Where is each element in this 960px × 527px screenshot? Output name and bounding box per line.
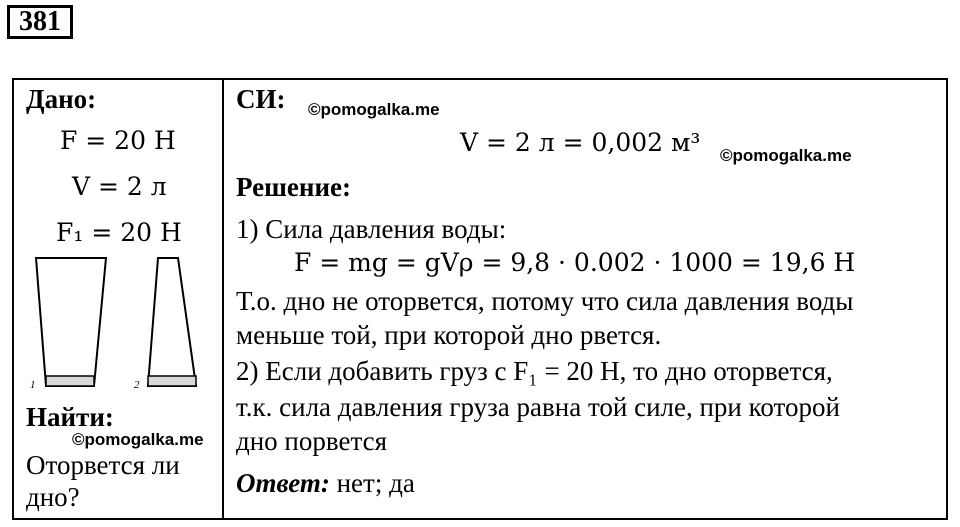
solution-line4: меньше той, при которой дно рвется. [236,320,662,350]
given-force: F = 20 Н [60,126,176,155]
watermark-top: ©pomogalka.me [308,100,440,119]
vessel-1-label: 1 [30,379,36,391]
si-conversion: V = 2 л = 0,002 м³ [460,128,701,157]
vessel-2-icon [148,258,196,386]
find-heading: Найти: [26,402,114,432]
si-heading: СИ: [236,84,286,114]
vessel-1-icon [36,258,106,386]
watermark-right: ©pomogalka.me [720,146,852,165]
answer [236,468,415,499]
solution-heading: Решение: [236,172,351,202]
solution-column [224,80,946,518]
given-volume: V = 2 л [72,172,167,201]
solution-line3: Т.о. дно не оторвется, потому что сила давления воды [236,286,854,316]
vessels-figure [28,256,208,396]
solution-step1: 1) Сила давления воды: [236,214,507,244]
solution-formula: F = mg = gVρ = 9,8 · 0.002 · 1000 = 19,6 Н [294,248,856,277]
given-column [14,80,224,518]
solution-table [12,78,948,520]
watermark-left: ©pomogalka.me [72,430,204,449]
solution-line7: дно порвется [236,426,387,456]
find-question-line2: дно? [26,482,80,512]
solution-line5: 2) Если добавить груз с F₁ = 20 Н, то дно оторвется, [236,356,833,386]
find-question-line1: Оторвется ли [26,450,180,480]
given-heading: Дано: [26,84,97,114]
vessel-2-label: 2 [134,379,140,391]
answer-text: нет; да [336,468,415,498]
given-force-1: F₁ = 20 Н [56,218,182,247]
problem-number: 381 [7,5,73,39]
solution-line6: т.к. сила давления груза равна той силе, при которой [236,392,840,422]
answer-label: Ответ: [236,468,330,498]
